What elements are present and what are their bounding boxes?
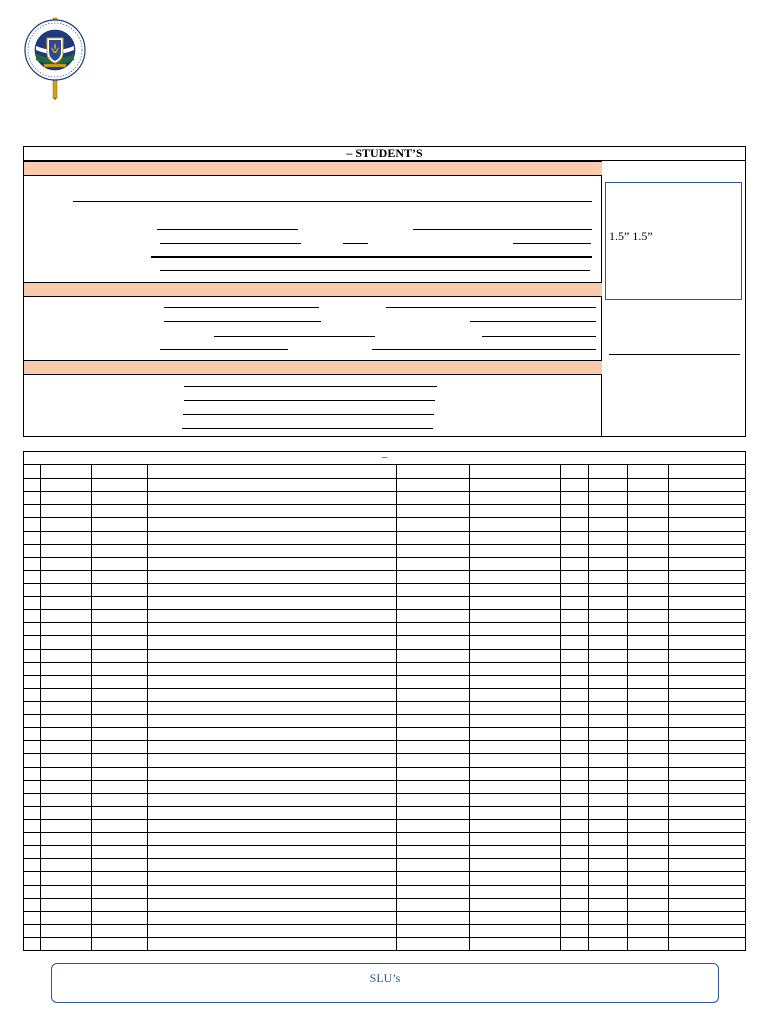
table-row[interactable] [24, 924, 745, 925]
table-column-divider [40, 465, 41, 950]
table-row[interactable] [24, 491, 745, 492]
full-name-line[interactable] [73, 201, 592, 202]
fill-line[interactable] [386, 307, 596, 308]
table-column-divider [469, 465, 470, 950]
fill-line[interactable] [184, 400, 435, 401]
form-title: – STUDENT’S [24, 147, 745, 161]
records-title: – [24, 452, 745, 465]
fill-line[interactable] [413, 229, 592, 230]
table-row[interactable] [24, 675, 745, 676]
table-row[interactable] [24, 740, 745, 741]
fill-line[interactable] [151, 256, 592, 258]
section-header-band-guardian [24, 360, 602, 375]
footer-text: SLU’s [369, 971, 401, 985]
table-column-divider [396, 465, 397, 950]
table-row[interactable] [24, 649, 745, 650]
table-row[interactable] [24, 570, 745, 571]
university-seal-logo [22, 16, 88, 100]
table-row[interactable] [24, 858, 745, 859]
table-row[interactable] [24, 819, 745, 820]
table-row[interactable] [24, 753, 745, 754]
table-row[interactable] [24, 871, 745, 872]
table-row[interactable] [24, 885, 745, 886]
table-row[interactable] [24, 544, 745, 545]
table-row[interactable] [24, 531, 745, 532]
table-row[interactable] [24, 583, 745, 584]
table-row[interactable] [24, 806, 745, 807]
table-column-divider [147, 465, 148, 950]
table-column-divider [588, 465, 589, 950]
table-row[interactable] [24, 845, 745, 846]
table-row[interactable] [24, 937, 745, 938]
table-row[interactable] [24, 701, 745, 702]
fill-line[interactable] [482, 336, 596, 337]
table-column-divider [627, 465, 628, 950]
fill-line[interactable] [214, 336, 375, 337]
fill-line[interactable] [157, 229, 298, 230]
table-row[interactable] [24, 478, 745, 479]
fill-line[interactable] [372, 349, 596, 350]
signature-line[interactable] [609, 354, 740, 355]
photo-size-label: 1.5” 1.5” [609, 229, 653, 243]
fill-line[interactable] [343, 243, 368, 244]
fill-line[interactable] [164, 321, 321, 322]
table-row[interactable] [24, 727, 745, 728]
fill-line[interactable] [184, 386, 437, 387]
table-row[interactable] [24, 793, 745, 794]
table-row[interactable] [24, 635, 745, 636]
fill-line[interactable] [470, 321, 596, 322]
fill-line[interactable] [164, 307, 319, 308]
fill-line[interactable] [183, 414, 434, 415]
section-header-band-address [24, 282, 602, 297]
table-row[interactable] [24, 504, 745, 505]
fill-line[interactable] [160, 243, 301, 244]
table-row[interactable] [24, 911, 745, 912]
records-table [23, 451, 746, 951]
table-column-divider [91, 465, 92, 950]
table-row[interactable] [24, 609, 745, 610]
table-row[interactable] [24, 767, 745, 768]
table-row[interactable] [24, 557, 745, 558]
table-row[interactable] [24, 688, 745, 689]
fill-line[interactable] [182, 428, 433, 429]
fill-line[interactable] [513, 243, 591, 244]
table-row[interactable] [24, 517, 745, 518]
footer-box [51, 963, 719, 1003]
photo-column-divider [601, 161, 602, 437]
photo-box [605, 182, 742, 300]
section-header-band-personal [24, 161, 602, 176]
table-row[interactable] [24, 780, 745, 781]
table-row[interactable] [24, 596, 745, 597]
table-row[interactable] [24, 832, 745, 833]
fill-line[interactable] [160, 270, 590, 271]
table-column-divider [668, 465, 669, 950]
table-row[interactable] [24, 622, 745, 623]
table-row[interactable] [24, 898, 745, 899]
fill-line[interactable] [160, 349, 288, 350]
table-row[interactable] [24, 662, 745, 663]
table-column-divider [560, 465, 561, 950]
table-row[interactable] [24, 714, 745, 715]
